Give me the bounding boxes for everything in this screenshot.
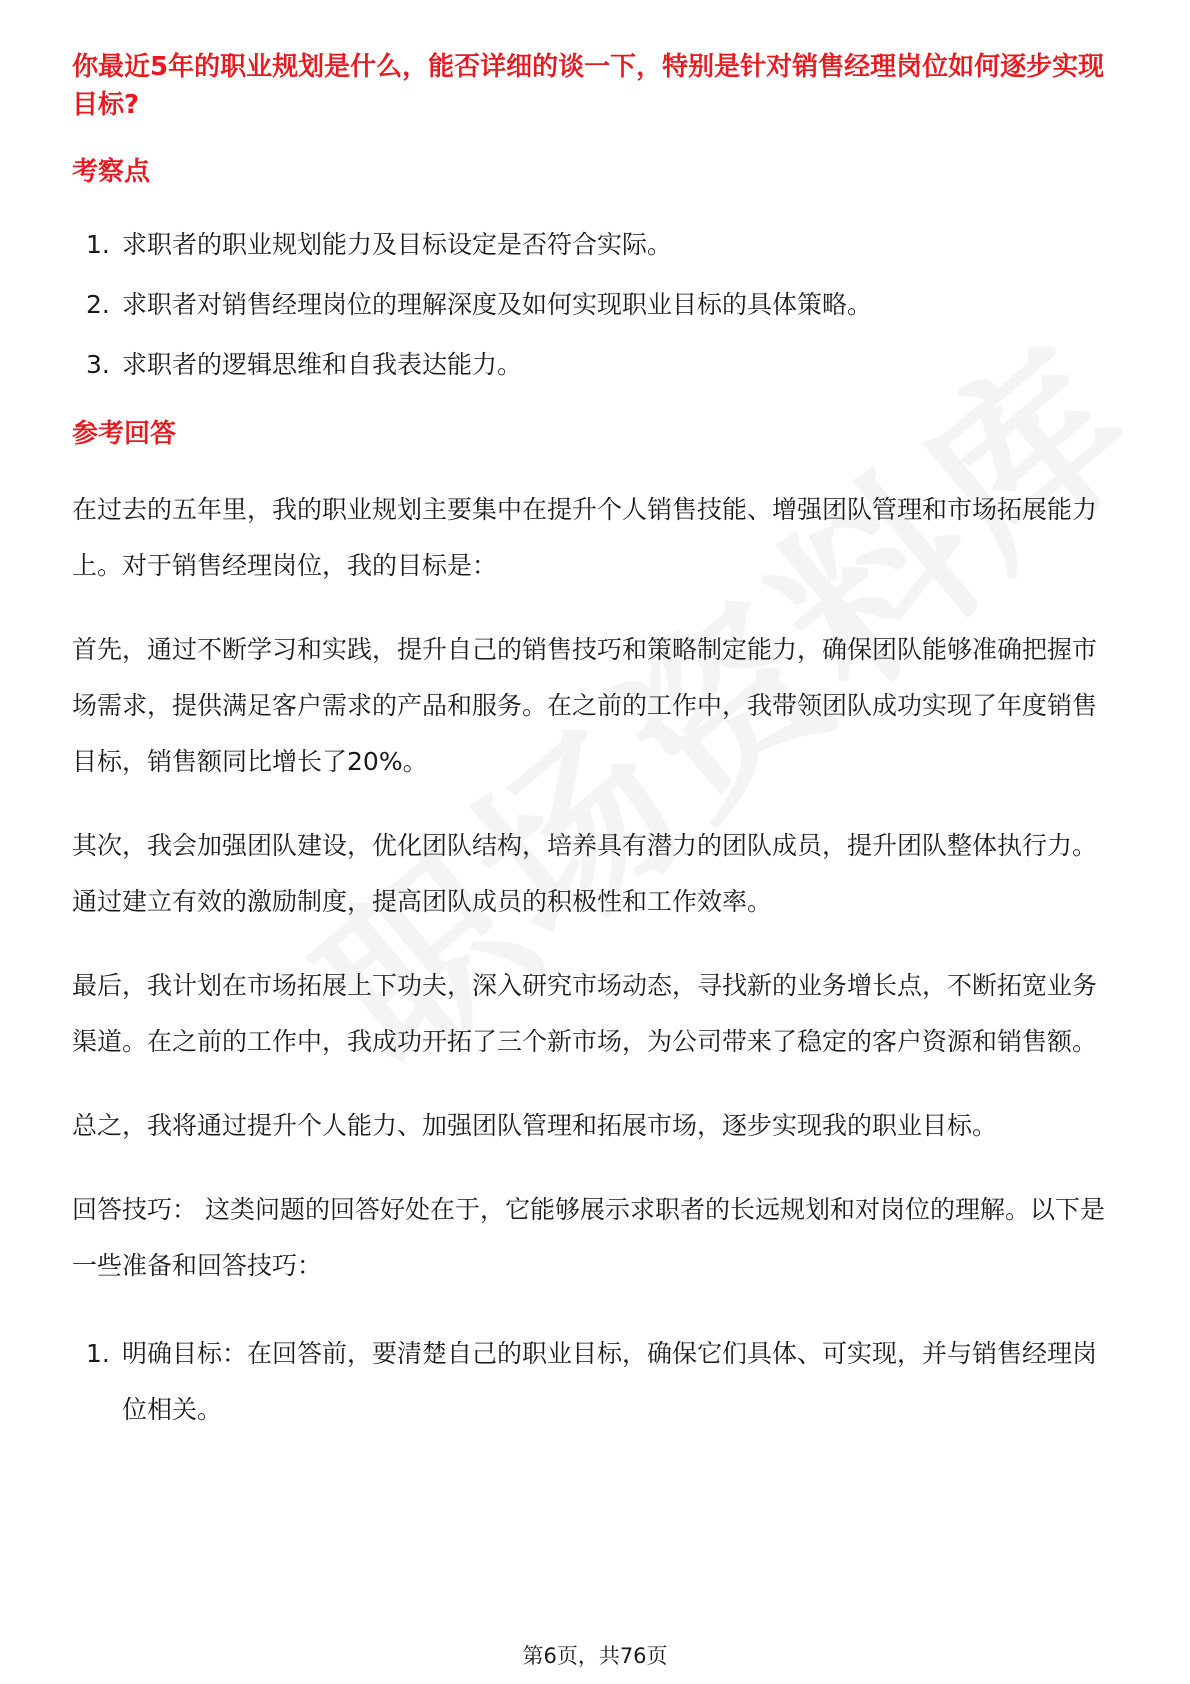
page-footer: 第6页，共76页 (522, 1644, 668, 1668)
question-heading: 你最近5年的职业规划是什么，能否详细的谈一下，特别是针对销售经理岗位如何逐步实现目标? (72, 52, 1105, 120)
answer-paragraph: 总之，我将通过提升个人能力、加强团队管理和拓展市场，逐步实现我的职业目标。 (72, 1111, 998, 1140)
list-number: 2. (86, 290, 110, 319)
list-number: 1. (86, 230, 110, 259)
list-item (72, 287, 1112, 323)
section-title-assessment: 考察点 (72, 157, 151, 187)
section-title-reference-answer: 参考回答 (72, 419, 177, 449)
list-text: 求职者的职业规划能力及目标设定是否符合实际。 (122, 230, 673, 259)
tips-intro-paragraph: 回答技巧： 这类问题的回答好处在于，它能够展示求职者的长远规划和对岗位的理解。以下是一些准备和回答技巧： (72, 1195, 1105, 1280)
answer-paragraph: 最后，我计划在市场拓展上下功夫，深入研究市场动态，寻找新的业务增长点，不断拓宽业务渠道。在之前的工作中，我成功开拓了三个新市场，为公司带来了稳定的客户资源和销售额。 (72, 971, 1098, 1056)
list-number: 3. (86, 350, 110, 379)
list-number: 1. (86, 1339, 110, 1368)
answer-paragraph: 其次，我会加强团队建设，优化团队结构，培养具有潜力的团队成员，提升团队整体执行力。通过建立有效的激励制度，提高团队成员的积极性和工作效率。 (72, 831, 1098, 916)
list-item (72, 227, 1112, 263)
list-text: 求职者对销售经理岗位的理解深度及如何实现职业目标的具体策略。 (122, 290, 873, 319)
tips-list (72, 1326, 1112, 1438)
answer-paragraph: 在过去的五年里，我的职业规划主要集中在提升个人销售技能、增强团队管理和市场拓展能力上。对于销售经理岗位，我的目标是： (72, 495, 1098, 580)
list-item (72, 347, 1112, 383)
document-body (72, 48, 1112, 1438)
answer-paragraph: 首先，通过不断学习和实践，提升自己的销售技巧和策略制定能力，确保团队能够准确把握市场需求，提供满足客户需求的产品和服务。在之前的工作中，我带领团队成功实现了年度销售目标，销售额同比增长了20%。 (72, 635, 1098, 776)
answer-body (72, 482, 1112, 1294)
assessment-list (72, 227, 1112, 383)
list-text: 明确目标：在回答前，要清楚自己的职业目标，确保它们具体、可实现，并与销售经理岗位相关。 (122, 1339, 1098, 1424)
list-text: 求职者的逻辑思维和自我表达能力。 (122, 350, 523, 379)
list-item (72, 1326, 1112, 1438)
